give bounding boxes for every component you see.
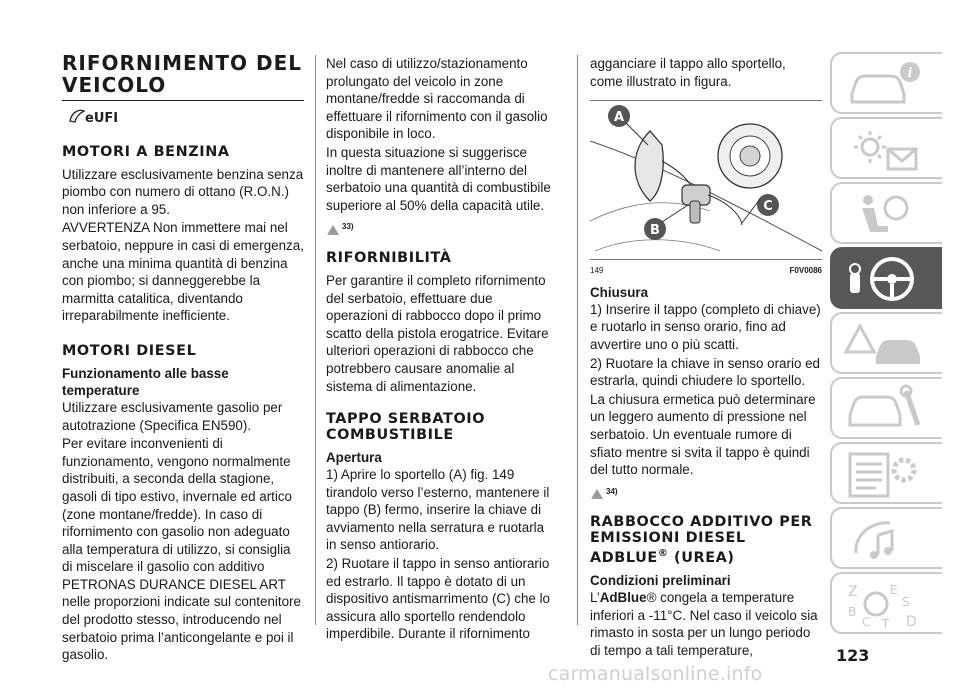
multimedia-music-icon [846,515,926,565]
warning-reference [590,483,822,501]
tab-lights-warnings[interactable] [830,117,942,179]
svg-text:C: C [862,615,871,629]
tab-technical-data[interactable] [830,442,942,504]
fuel-door [635,131,663,201]
figure-caption [590,262,822,280]
subheading-chiusura: Chiusura [590,284,649,300]
paragraph: AVVERTENZA Non immettere mai nel serbatoio, neppure in casi di emergenza, anche una minima quantità di benzina con piombo; si danneggerebbe la marmitta catalitica, diventando irreparabilmente inefficiente. [62,220,304,324]
airbag-seat-icon [846,190,926,240]
page-number: 123 [836,646,870,665]
cap-key [690,201,700,223]
car-info-icon [846,60,926,110]
paragraph: 1) Aprire lo sportello (A) fig. 149 tirandolo verso l’esterno, mantenere il tappo (B) fermo, inserire la chiave di avviamento nella serratura e ruotarla in senso antiorario. [326,467,550,553]
paragraph: Utilizzare esclusivamente gasolio per autotrazione (Specifica EN590). [62,399,283,433]
column-3 [590,55,822,660]
figure-number: 149 [590,266,604,276]
tab-index[interactable] [830,572,942,634]
svg-text:i: i [907,66,913,81]
tab-safety[interactable] [830,182,942,244]
index-az-icon [846,580,926,630]
warning-triangle-icon [590,488,604,500]
section-riforniblita-heading: RIFORNIBILITÀ [326,249,452,266]
eco-drive-icon [68,107,304,130]
label-c: C [763,199,773,215]
section-adblue-heading: RABBOCCO ADDITIVO PER EMISSIONI DIESEL ADBLUE® (UREA) [590,514,813,567]
chapter-tabs [830,52,942,637]
paragraph: 2) Ruotare la chiave in senso orario ed estrarla, quindi chiudere lo sportello. [590,355,821,389]
specs-gear-icon [846,450,926,500]
svg-text:E: E [890,583,898,597]
section-diesel-heading: MOTORI DIESEL [62,342,197,359]
warning-ref-number: 33) [342,222,354,232]
tab-emergency[interactable] [830,312,942,374]
label-a: A [613,110,625,126]
subheading-low-temperature: Funzionamento alle basse temperature [62,365,229,398]
svg-text:S: S [902,595,910,609]
paragraph: agganciare il tappo allo sportello, come illustrato in figura. [590,56,786,89]
paragraph: La chiusura ermetica può determinare un leggero aumento di pressione nel serbatoio. Un eventuale rumore di sfiato mentre si svita il tappo è quindi del tutto normale. [590,391,816,478]
section-benzina-heading: MOTORI A BENZINA [62,143,230,160]
car-wrench-icon [846,385,926,435]
subheading-apertura: Apertura [326,450,382,466]
warning-triangle-icon [326,224,340,236]
paragraph: Nel caso di utilizzo/stazionamento prolungato del veicolo in zone montane/fredde si raccomanda di effettuare il rifornimento con il gasolio disponibile in loco. [326,56,548,142]
label-b: B [650,223,660,239]
section-tappo-heading: TAPPO SERBATOIO COMBUSTIBILE [326,411,486,444]
page-title: RIFORNIMENTO DEL VEICOLO [62,52,304,101]
subheading-preliminary-conditions: Condizioni preliminari [590,573,731,589]
tab-multimedia[interactable] [830,507,942,569]
warning-reference [326,218,558,236]
paragraph: 2) Ruotare il tappo in senso antiorario ed estrarlo. Il tappo è dotato di un dispositivo antismarrimento (C) che lo assicura allo sportello rendendolo imperdibile. Durante il rifornimento [326,556,550,642]
paragraph: In questa situazione si suggerisce inoltre di mantenere all’interno del serbatoio una quantità di combustibile superiore al 50% della capacità utile. [326,144,551,213]
paragraph-adblue: L’AdBlue® congela a temperature inferiori a -11°C. Nel caso il veicolo sia rimasto in sosta per un lungo periodo di tempo a tali temperature, [590,590,818,658]
tab-starting-driving[interactable] [830,247,942,309]
column-1 [62,52,304,665]
paragraph: Per garantire il completo rifornimento del serbatoio, effettuare due operazioni di rabbocco dopo il primo scatto della pistola erogatrice. Evitare ulteriori operazioni di rabbocco che potrebbero causare anomalie al sistema di alimentazione. [326,272,549,394]
tab-maintenance[interactable] [830,377,942,439]
svg-text:D: D [906,614,917,630]
tab-car-info[interactable] [830,52,942,114]
column-divider [315,55,316,625]
svg-text:Z: Z [848,584,858,600]
warning-ref-number: 34) [606,486,618,496]
figure-code: F0V0086 [789,266,822,276]
watermark: carmanualsonline.info [548,663,763,685]
column-divider [577,55,578,625]
lights-warning-icon [846,125,926,175]
eco-drive-text: eUFI [85,111,119,126]
column-2 [326,55,558,644]
paragraph: Per evitare inconvenienti di funzionamento, vengono normalmente distribuiti, a seconda della stagione, gasoli di tipo estivo, invernale ed artico (zone montane/fredde). In caso di rifornimento con gasolio non adeguato alla temperatura di utilizzo, si consiglia di miscelare il gasolio con additivo PETRONAS DURANCE DIESEL ART nelle proporzioni indicate sul contenitore del prodotto stesso, introducendo nel serbatoio prima l’anticongelante e poi il gasolio. [62,436,301,663]
svg-text:B: B [848,605,857,619]
fuel-cap-figure [590,100,822,260]
paragraph: Utilizzare esclusivamente benzina senza piombo con numero di ottano (R.O.N.) non inferiore a 95. [62,166,304,217]
steering-wheel-key-icon [846,255,926,305]
hazard-triangle-car-icon [846,320,926,370]
svg-text:T: T [882,617,890,631]
fuel-cap-illustration [590,101,822,261]
paragraph: 1) Inserire il tappo (completo di chiave) e ruotarlo in senso orario, fino ad avvertire uno o più scatti. [590,301,821,352]
adblue-brand: AdBlue [599,590,647,606]
